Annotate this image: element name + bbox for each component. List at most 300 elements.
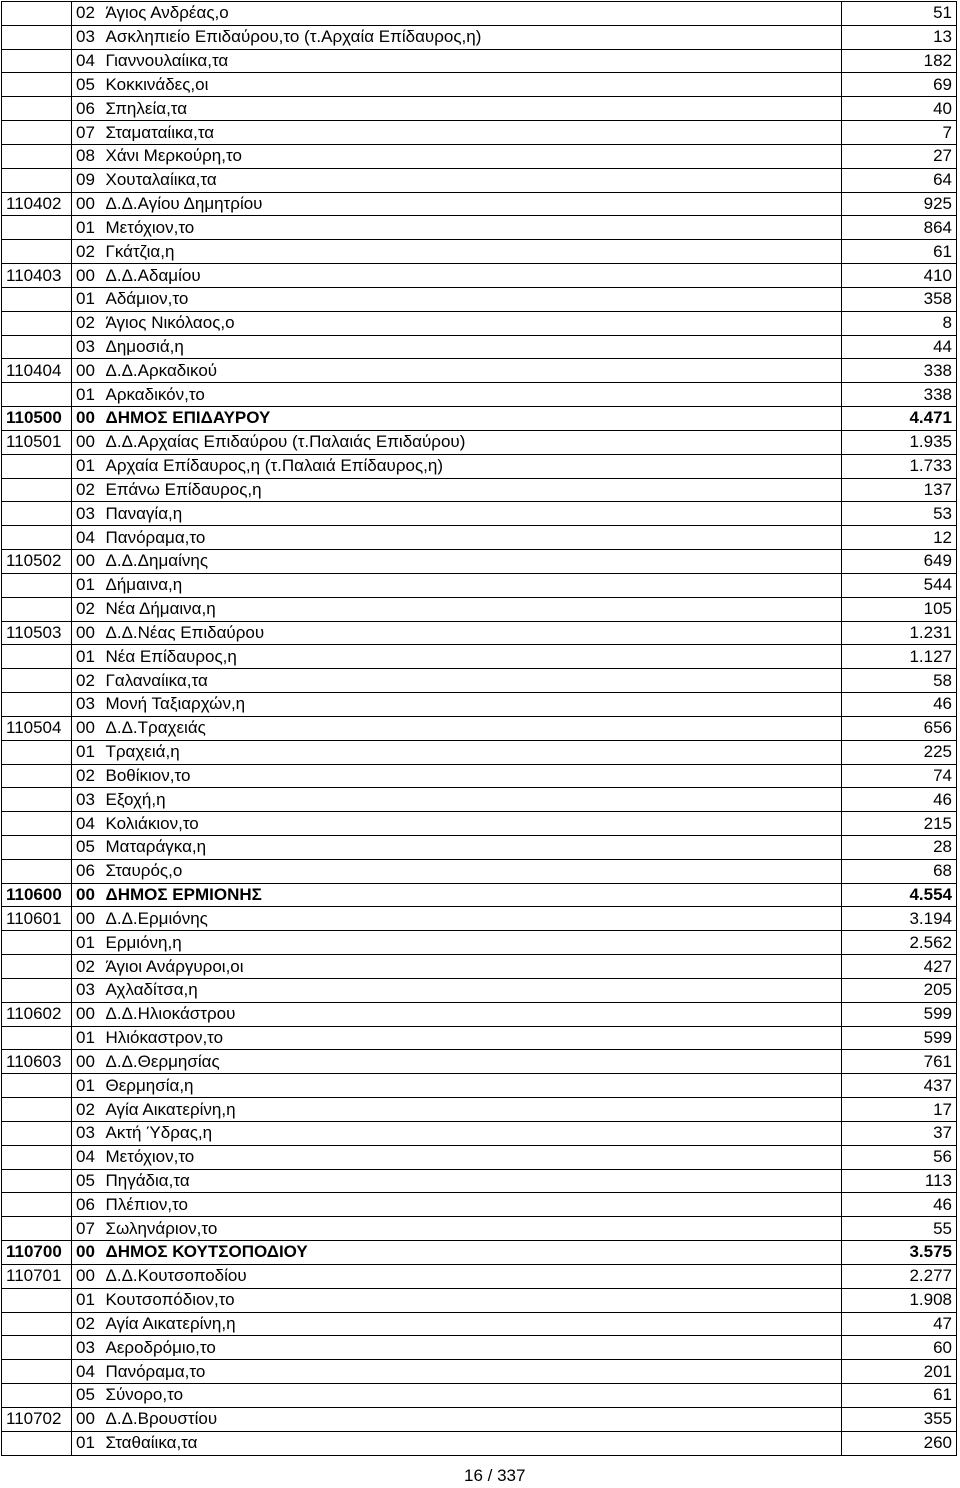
settlement-code-cell: 110702	[2, 1407, 72, 1431]
sub-code-cell: 01	[72, 1074, 102, 1098]
settlement-code-cell	[2, 740, 72, 764]
settlement-name-cell: Δ.Δ.Αρκαδικού	[102, 359, 842, 383]
sub-code-cell: 02	[72, 764, 102, 788]
settlement-code-cell	[2, 931, 72, 955]
sub-code-cell: 00	[72, 1407, 102, 1431]
population-cell: 53	[842, 502, 957, 526]
settlement-code-cell: 110603	[2, 1050, 72, 1074]
settlement-code-cell: 110701	[2, 1264, 72, 1288]
settlement-name-cell: Μονή Ταξιαρχών,η	[102, 693, 842, 717]
population-cell: 358	[842, 287, 957, 311]
sub-code-cell: 03	[72, 25, 102, 49]
settlement-name-cell: Μετόχιον,το	[102, 1145, 842, 1169]
sub-code-cell: 00	[72, 1241, 102, 1265]
population-cell: 27	[842, 144, 957, 168]
sub-code-cell: 01	[72, 454, 102, 478]
sub-code-cell: 06	[72, 1193, 102, 1217]
population-cell: 599	[842, 1026, 957, 1050]
settlement-name-cell: Ασκληπιείο Επιδαύρου,το (τ.Αρχαία Επίδαυρος,η)	[102, 25, 842, 49]
settlement-name-cell: Ματαράγκα,η	[102, 835, 842, 859]
table-row	[2, 526, 957, 550]
settlement-name-cell: Δ.Δ.Νέας Επιδαύρου	[102, 621, 842, 645]
sub-code-cell: 00	[72, 716, 102, 740]
sub-code-cell: 06	[72, 97, 102, 121]
settlement-name-cell: Τραχειά,η	[102, 740, 842, 764]
table-row	[2, 1312, 957, 1336]
settlement-name-cell: Δ.Δ.Θερμησίας	[102, 1050, 842, 1074]
settlement-name-cell: Γκάτζια,η	[102, 240, 842, 264]
settlement-name-cell: ΔΗΜΟΣ ΕΠΙΔΑΥΡΟΥ	[102, 407, 842, 431]
settlement-name-cell: Νέα Δήμαινα,η	[102, 597, 842, 621]
settlement-code-cell: 110504	[2, 716, 72, 740]
sub-code-cell: 01	[72, 645, 102, 669]
table-row	[2, 1431, 957, 1455]
table-row	[2, 407, 957, 431]
sub-code-cell: 03	[72, 502, 102, 526]
settlement-code-cell	[2, 693, 72, 717]
settlement-name-cell: Άγιοι Ανάργυροι,οι	[102, 955, 842, 979]
settlement-code-cell	[2, 383, 72, 407]
table-row	[2, 1098, 957, 1122]
sub-code-cell: 05	[72, 1384, 102, 1408]
settlement-name-cell: Άγιος Ανδρέας,ο	[102, 2, 842, 26]
population-cell: 46	[842, 1193, 957, 1217]
sub-code-cell: 05	[72, 1169, 102, 1193]
population-cell: 64	[842, 168, 957, 192]
population-cell: 47	[842, 1312, 957, 1336]
settlement-code-cell	[2, 2, 72, 26]
settlement-name-cell: Επάνω Επίδαυρος,η	[102, 478, 842, 502]
sub-code-cell: 07	[72, 121, 102, 145]
settlement-name-cell: Πηγάδια,τα	[102, 1169, 842, 1193]
settlement-code-cell: 110500	[2, 407, 72, 431]
settlement-code-cell	[2, 859, 72, 883]
settlement-code-cell	[2, 335, 72, 359]
sub-code-cell: 04	[72, 1145, 102, 1169]
settlement-name-cell: Άγιος Νικόλαος,ο	[102, 311, 842, 335]
table-row	[2, 73, 957, 97]
sub-code-cell: 01	[72, 931, 102, 955]
settlement-code-cell	[2, 1121, 72, 1145]
settlement-code-cell	[2, 1360, 72, 1384]
settlement-code-cell	[2, 454, 72, 478]
table-row	[2, 1407, 957, 1431]
population-cell: 410	[842, 264, 957, 288]
population-cell: 427	[842, 955, 957, 979]
table-row	[2, 669, 957, 693]
settlement-code-cell: 110402	[2, 192, 72, 216]
table-row	[2, 740, 957, 764]
population-cell: 2.562	[842, 931, 957, 955]
table-row	[2, 955, 957, 979]
table-row	[2, 1169, 957, 1193]
settlement-code-cell	[2, 311, 72, 335]
table-row	[2, 1145, 957, 1169]
settlement-code-cell: 110502	[2, 550, 72, 574]
settlement-code-cell: 110601	[2, 907, 72, 931]
settlement-code-cell: 110503	[2, 621, 72, 645]
settlement-name-cell: Σύνορο,το	[102, 1384, 842, 1408]
table-row	[2, 359, 957, 383]
population-cell: 113	[842, 1169, 957, 1193]
settlement-name-cell: ΔΗΜΟΣ ΕΡΜΙΟΝΗΣ	[102, 883, 842, 907]
population-cell: 201	[842, 1360, 957, 1384]
table-row	[2, 1002, 957, 1026]
settlement-name-cell: Παναγία,η	[102, 502, 842, 526]
table-row	[2, 1026, 957, 1050]
table-row	[2, 192, 957, 216]
population-cell: 1.935	[842, 430, 957, 454]
population-cell: 37	[842, 1121, 957, 1145]
table-row	[2, 883, 957, 907]
settlement-code-cell	[2, 97, 72, 121]
settlement-name-cell: Νέα Επίδαυρος,η	[102, 645, 842, 669]
table-row	[2, 97, 957, 121]
settlement-name-cell: Χουταλαίικα,τα	[102, 168, 842, 192]
table-row	[2, 2, 957, 26]
settlement-name-cell: Σταυρός,ο	[102, 859, 842, 883]
table-row	[2, 383, 957, 407]
settlement-name-cell: Ερμιόνη,η	[102, 931, 842, 955]
population-cell: 225	[842, 740, 957, 764]
table-row	[2, 550, 957, 574]
census-table	[1, 1, 957, 1456]
population-cell: 137	[842, 478, 957, 502]
settlement-name-cell: Χάνι Μερκούρη,το	[102, 144, 842, 168]
sub-code-cell: 08	[72, 144, 102, 168]
settlement-code-cell	[2, 1026, 72, 1050]
settlement-code-cell	[2, 788, 72, 812]
sub-code-cell: 02	[72, 2, 102, 26]
sub-code-cell: 00	[72, 192, 102, 216]
settlement-code-cell	[2, 1312, 72, 1336]
table-row	[2, 597, 957, 621]
population-cell: 437	[842, 1074, 957, 1098]
settlement-code-cell	[2, 835, 72, 859]
settlement-name-cell: Εξοχή,η	[102, 788, 842, 812]
population-cell: 3.194	[842, 907, 957, 931]
sub-code-cell: 03	[72, 335, 102, 359]
table-row	[2, 645, 957, 669]
table-row	[2, 907, 957, 931]
population-cell: 7	[842, 121, 957, 145]
sub-code-cell: 02	[72, 955, 102, 979]
settlement-code-cell: 110600	[2, 883, 72, 907]
sub-code-cell: 01	[72, 1026, 102, 1050]
sub-code-cell: 09	[72, 168, 102, 192]
settlement-code-cell	[2, 669, 72, 693]
settlement-code-cell	[2, 1193, 72, 1217]
settlement-code-cell	[2, 49, 72, 73]
settlement-name-cell: ΔΗΜΟΣ ΚΟΥΤΣΟΠΟΔΙΟΥ	[102, 1241, 842, 1265]
sub-code-cell: 02	[72, 1098, 102, 1122]
population-cell: 28	[842, 835, 957, 859]
table-row	[2, 121, 957, 145]
table-row	[2, 835, 957, 859]
population-cell: 205	[842, 978, 957, 1002]
population-cell: 656	[842, 716, 957, 740]
population-cell: 51	[842, 2, 957, 26]
table-row	[2, 1217, 957, 1241]
settlement-name-cell: Δ.Δ.Ηλιοκάστρου	[102, 1002, 842, 1026]
sub-code-cell: 00	[72, 359, 102, 383]
table-row	[2, 573, 957, 597]
population-cell: 925	[842, 192, 957, 216]
sub-code-cell: 01	[72, 740, 102, 764]
settlement-name-cell: Πανόραμα,το	[102, 1360, 842, 1384]
settlement-code-cell	[2, 526, 72, 550]
population-cell: 215	[842, 812, 957, 836]
table-row	[2, 1288, 957, 1312]
population-cell: 761	[842, 1050, 957, 1074]
settlement-name-cell: Αγία Αικατερίνη,η	[102, 1312, 842, 1336]
population-cell: 58	[842, 669, 957, 693]
population-cell: 60	[842, 1336, 957, 1360]
sub-code-cell: 02	[72, 240, 102, 264]
sub-code-cell: 01	[72, 573, 102, 597]
table-row	[2, 25, 957, 49]
settlement-code-cell	[2, 573, 72, 597]
settlement-name-cell: Δ.Δ.Αδαμίου	[102, 264, 842, 288]
settlement-code-cell	[2, 478, 72, 502]
settlement-code-cell	[2, 1217, 72, 1241]
population-cell: 55	[842, 1217, 957, 1241]
population-cell: 864	[842, 216, 957, 240]
settlement-name-cell: Κουτσοπόδιον,το	[102, 1288, 842, 1312]
settlement-code-cell	[2, 1098, 72, 1122]
settlement-name-cell: Βοθίκιον,το	[102, 764, 842, 788]
table-row	[2, 264, 957, 288]
population-cell: 338	[842, 359, 957, 383]
settlement-code-cell	[2, 121, 72, 145]
table-row	[2, 1384, 957, 1408]
settlement-code-cell	[2, 1145, 72, 1169]
sub-code-cell: 02	[72, 311, 102, 335]
sub-code-cell: 01	[72, 287, 102, 311]
settlement-name-cell: Ηλιόκαστρον,το	[102, 1026, 842, 1050]
settlement-name-cell: Μετόχιον,το	[102, 216, 842, 240]
sub-code-cell: 01	[72, 1288, 102, 1312]
table-row	[2, 240, 957, 264]
settlement-name-cell: Δ.Δ.Τραχειάς	[102, 716, 842, 740]
population-cell: 56	[842, 1145, 957, 1169]
settlement-code-cell	[2, 645, 72, 669]
settlement-name-cell: Αδάμιον,το	[102, 287, 842, 311]
settlement-name-cell: Αχλαδίτσα,η	[102, 978, 842, 1002]
settlement-name-cell: Δ.Δ.Αγίου Δημητρίου	[102, 192, 842, 216]
settlement-code-cell	[2, 764, 72, 788]
population-cell: 61	[842, 240, 957, 264]
settlement-code-cell: 110403	[2, 264, 72, 288]
settlement-name-cell: Σταθαίικα,τα	[102, 1431, 842, 1455]
settlement-code-cell	[2, 502, 72, 526]
population-cell: 4.554	[842, 883, 957, 907]
settlement-code-cell	[2, 955, 72, 979]
settlement-name-cell: Ακτή Ύδρας,η	[102, 1121, 842, 1145]
sub-code-cell: 01	[72, 1431, 102, 1455]
settlement-name-cell: Πλέπιον,το	[102, 1193, 842, 1217]
sub-code-cell: 02	[72, 669, 102, 693]
settlement-code-cell	[2, 1431, 72, 1455]
sub-code-cell: 05	[72, 835, 102, 859]
settlement-name-cell: Σωληνάριον,το	[102, 1217, 842, 1241]
sub-code-cell: 00	[72, 430, 102, 454]
settlement-code-cell	[2, 1288, 72, 1312]
table-row	[2, 478, 957, 502]
sub-code-cell: 03	[72, 978, 102, 1002]
table-row	[2, 430, 957, 454]
settlement-code-cell	[2, 1074, 72, 1098]
population-cell: 1.908	[842, 1288, 957, 1312]
table-row	[2, 1121, 957, 1145]
population-cell: 13	[842, 25, 957, 49]
population-cell: 68	[842, 859, 957, 883]
settlement-code-cell	[2, 812, 72, 836]
population-cell: 105	[842, 597, 957, 621]
settlement-code-cell	[2, 25, 72, 49]
settlement-name-cell: Δ.Δ.Κουτσοποδίου	[102, 1264, 842, 1288]
settlement-name-cell: Δήμαινα,η	[102, 573, 842, 597]
sub-code-cell: 00	[72, 550, 102, 574]
sub-code-cell: 07	[72, 1217, 102, 1241]
sub-code-cell: 04	[72, 49, 102, 73]
settlement-code-cell	[2, 287, 72, 311]
population-cell: 44	[842, 335, 957, 359]
settlement-code-cell: 110501	[2, 430, 72, 454]
settlement-name-cell: Πανόραμα,το	[102, 526, 842, 550]
settlement-code-cell	[2, 240, 72, 264]
settlement-code-cell: 110602	[2, 1002, 72, 1026]
population-cell: 40	[842, 97, 957, 121]
population-cell: 46	[842, 788, 957, 812]
table-row	[2, 216, 957, 240]
sub-code-cell: 03	[72, 1121, 102, 1145]
sub-code-cell: 04	[72, 812, 102, 836]
sub-code-cell: 03	[72, 1336, 102, 1360]
table-row	[2, 1241, 957, 1265]
population-cell: 4.471	[842, 407, 957, 431]
table-row	[2, 859, 957, 883]
settlement-code-cell	[2, 1384, 72, 1408]
sub-code-cell: 02	[72, 478, 102, 502]
settlement-name-cell: Δ.Δ.Ερμιόνης	[102, 907, 842, 931]
sub-code-cell: 02	[72, 597, 102, 621]
population-cell: 17	[842, 1098, 957, 1122]
sub-code-cell: 00	[72, 264, 102, 288]
table-row	[2, 621, 957, 645]
settlement-code-cell	[2, 168, 72, 192]
population-cell: 74	[842, 764, 957, 788]
settlement-code-cell: 110700	[2, 1241, 72, 1265]
table-row	[2, 1360, 957, 1384]
settlement-name-cell: Δημοσιά,η	[102, 335, 842, 359]
sub-code-cell: 04	[72, 1360, 102, 1384]
population-cell: 3.575	[842, 1241, 957, 1265]
table-row	[2, 144, 957, 168]
settlement-code-cell	[2, 216, 72, 240]
sub-code-cell: 06	[72, 859, 102, 883]
settlement-name-cell: Αεροδρόμιο,το	[102, 1336, 842, 1360]
table-row	[2, 502, 957, 526]
table-row	[2, 168, 957, 192]
settlement-name-cell: Γαλαναίικα,τα	[102, 669, 842, 693]
population-cell: 1.733	[842, 454, 957, 478]
settlement-code-cell: 110404	[2, 359, 72, 383]
sub-code-cell: 00	[72, 621, 102, 645]
population-cell: 182	[842, 49, 957, 73]
settlement-name-cell: Αγία Αικατερίνη,η	[102, 1098, 842, 1122]
census-table-body	[2, 2, 957, 1456]
population-cell: 1.231	[842, 621, 957, 645]
settlement-name-cell: Κοκκινάδες,οι	[102, 73, 842, 97]
settlement-name-cell: Κολιάκιον,το	[102, 812, 842, 836]
settlement-code-cell	[2, 1169, 72, 1193]
settlement-code-cell	[2, 73, 72, 97]
table-row	[2, 693, 957, 717]
settlement-code-cell	[2, 978, 72, 1002]
settlement-name-cell: Σταματαίικα,τα	[102, 121, 842, 145]
population-cell: 338	[842, 383, 957, 407]
sub-code-cell: 00	[72, 883, 102, 907]
sub-code-cell: 05	[72, 73, 102, 97]
sub-code-cell: 01	[72, 383, 102, 407]
table-row	[2, 49, 957, 73]
sub-code-cell: 01	[72, 216, 102, 240]
settlement-name-cell: Αρκαδικόν,το	[102, 383, 842, 407]
sub-code-cell: 02	[72, 1312, 102, 1336]
table-row	[2, 716, 957, 740]
table-row	[2, 764, 957, 788]
sub-code-cell: 04	[72, 526, 102, 550]
population-cell: 649	[842, 550, 957, 574]
population-cell: 69	[842, 73, 957, 97]
settlement-name-cell: Γιαννουλαίικα,τα	[102, 49, 842, 73]
settlement-code-cell	[2, 144, 72, 168]
sub-code-cell: 03	[72, 693, 102, 717]
population-cell: 12	[842, 526, 957, 550]
table-row	[2, 1050, 957, 1074]
table-row	[2, 1336, 957, 1360]
settlement-name-cell: Δ.Δ.Δημαίνης	[102, 550, 842, 574]
sub-code-cell: 00	[72, 407, 102, 431]
table-row	[2, 287, 957, 311]
sub-code-cell: 00	[72, 1264, 102, 1288]
table-row	[2, 1193, 957, 1217]
population-cell: 599	[842, 1002, 957, 1026]
population-cell: 61	[842, 1384, 957, 1408]
table-row	[2, 931, 957, 955]
population-cell: 8	[842, 311, 957, 335]
settlement-name-cell: Θερμησία,η	[102, 1074, 842, 1098]
population-cell: 1.127	[842, 645, 957, 669]
table-row	[2, 978, 957, 1002]
table-row	[2, 1074, 957, 1098]
table-row	[2, 788, 957, 812]
sub-code-cell: 00	[72, 1050, 102, 1074]
table-row	[2, 812, 957, 836]
settlement-name-cell: Αρχαία Επίδαυρος,η (τ.Παλαιά Επίδαυρος,η)	[102, 454, 842, 478]
table-row	[2, 1264, 957, 1288]
settlement-code-cell	[2, 1336, 72, 1360]
sub-code-cell: 03	[72, 788, 102, 812]
settlement-name-cell: Δ.Δ.Βρουστίου	[102, 1407, 842, 1431]
settlement-name-cell: Δ.Δ.Αρχαίας Επιδαύρου (τ.Παλαιάς Επιδαύρου)	[102, 430, 842, 454]
sub-code-cell: 00	[72, 1002, 102, 1026]
page-number: 16 / 337	[464, 1466, 526, 1485]
population-cell: 46	[842, 693, 957, 717]
table-row	[2, 311, 957, 335]
population-cell: 355	[842, 1407, 957, 1431]
